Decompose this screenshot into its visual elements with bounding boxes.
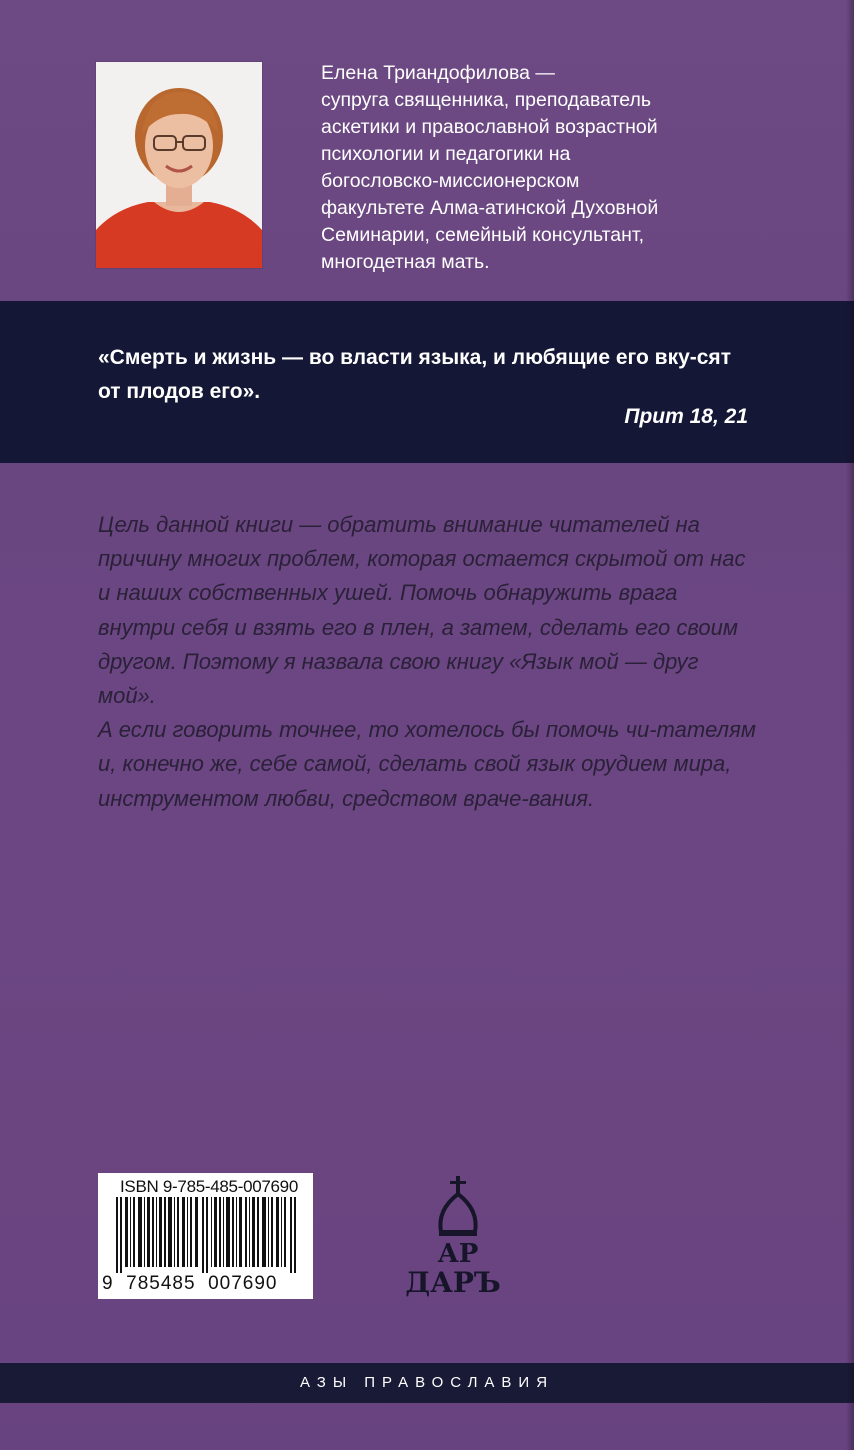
description-paragraph: А если говорить точнее, то хотелось бы помочь чи-тателям и, конечно же, себе самой, сделать свой язык орудием мира, инструментом любви, средством враче-вания. bbox=[98, 717, 756, 811]
author-portrait-image bbox=[96, 62, 262, 268]
author-bio-line: Елена Триандофилова — bbox=[321, 62, 555, 84]
author-bio bbox=[321, 60, 741, 276]
author-bio-line: факультете Алма-атинской Духовной bbox=[321, 197, 659, 219]
author-photo bbox=[96, 62, 262, 268]
series-title: АЗЫ ПРАВОСЛАВИЯ bbox=[299, 1374, 555, 1391]
cover-edge-shadow bbox=[846, 0, 854, 1450]
logo-letters-top: АР bbox=[437, 1239, 479, 1269]
author-bio-line: богословско-миссионерском bbox=[321, 170, 580, 192]
author-bio-line: психологии и педагогики на bbox=[321, 143, 571, 165]
logo-letters-bottom: ДАРЪ bbox=[405, 1266, 501, 1299]
isbn-label: ISBN 9-785-485-007690 bbox=[120, 1177, 298, 1196]
series-band bbox=[0, 1363, 854, 1403]
barcode-bars bbox=[116, 1197, 304, 1273]
author-bio-line: аскетики и православной возрастной bbox=[321, 116, 658, 138]
publisher-logo bbox=[403, 1176, 503, 1304]
epigraph-quote: «Смерть и жизнь — во власти языка, и любящие его вку-сят от плодов его». bbox=[98, 346, 731, 403]
isbn-barcode bbox=[98, 1173, 313, 1299]
epigraph-reference: Прит 18, 21 bbox=[624, 405, 748, 428]
epigraph-band bbox=[0, 301, 854, 463]
author-bio-line: супруга священника, преподаватель bbox=[321, 89, 652, 111]
book-description bbox=[98, 508, 758, 816]
description-paragraph: Цель данной книги — обратить внимание читателей на причину многих проблем, которая остается скрытой от нас и наших собственных ушей. Помочь обнаружить врага внутри себя и взять его в плен, а затем, сделать его своим другом. Поэтому я назвала свою книгу «Язык мой — друг мой». bbox=[98, 512, 746, 709]
author-bio-line: многодетная мать. bbox=[321, 251, 490, 273]
barcode-digits: 9 785485 007690 bbox=[102, 1273, 278, 1294]
author-bio-line: Семинарии, семейный консультант, bbox=[321, 224, 645, 246]
